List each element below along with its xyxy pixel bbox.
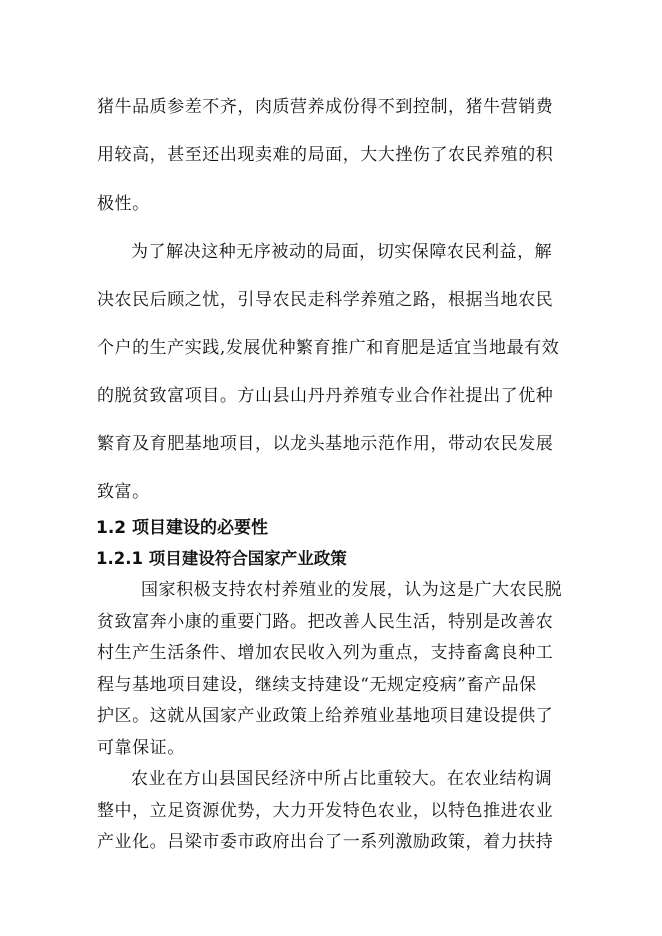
paragraph-line: 国家积极支持农村养殖业的发展，认为这是广大农民脱 [141, 580, 563, 600]
paragraph-line: 护区。这就从国家产业政策上给养殖业基地项目建设提供了 [97, 706, 554, 726]
paragraph-line: 为了解决这种无序被动的局面，切实保障农民利益，解 [131, 242, 553, 262]
paragraph-line: 致富。 [97, 482, 150, 502]
paragraph-line: 村生产生活条件、增加农民收入列为重点，支持畜禽良种工 [97, 643, 554, 663]
paragraph-line: 程与基地项目建设，继续支持建设“无规定疫病”畜产品保 [97, 675, 537, 695]
section-heading: 1.2 项目建设的必要性 [96, 518, 269, 538]
paragraph-line: 整中，立足资源优势，大力开发特色农业，以特色推进农业 [97, 801, 554, 821]
paragraph-line: 可靠保证。 [97, 738, 185, 758]
paragraph-line: 猪牛品质参差不齐，肉质营养成份得不到控制，猪牛营销费 [97, 97, 554, 117]
paragraph-line: 个户的生产实践,发展优种繁育推广和育肥是适宜当地最有效 [97, 338, 560, 358]
paragraph-line: 农业在方山县国民经济中所占比重较大。在农业结构调 [131, 769, 553, 789]
paragraph-line: 贫致富奔小康的重要门路。把改善人民生活，特别是改善农 [97, 612, 554, 632]
paragraph-line: 繁育及育肥基地项目，以龙头基地示范作用，带动农民发展 [97, 434, 554, 454]
paragraph-line: 的脱贫致富项目。方山县山丹丹养殖专业合作社提出了优种 [97, 386, 554, 406]
paragraph-line: 产业化。吕梁市委市政府出台了一系列激励政策，着力扶持 [97, 832, 554, 852]
paragraph-line: 决农民后顾之忧，引导农民走科学养殖之路，根据当地农民 [97, 290, 554, 310]
subsection-heading: 1.2.1 项目建设符合国家产业政策 [96, 549, 347, 568]
paragraph-line: 极性。 [97, 194, 150, 214]
paragraph-line: 用较高，甚至还出现卖难的局面，大大挫伤了农民养殖的积 [97, 145, 554, 165]
